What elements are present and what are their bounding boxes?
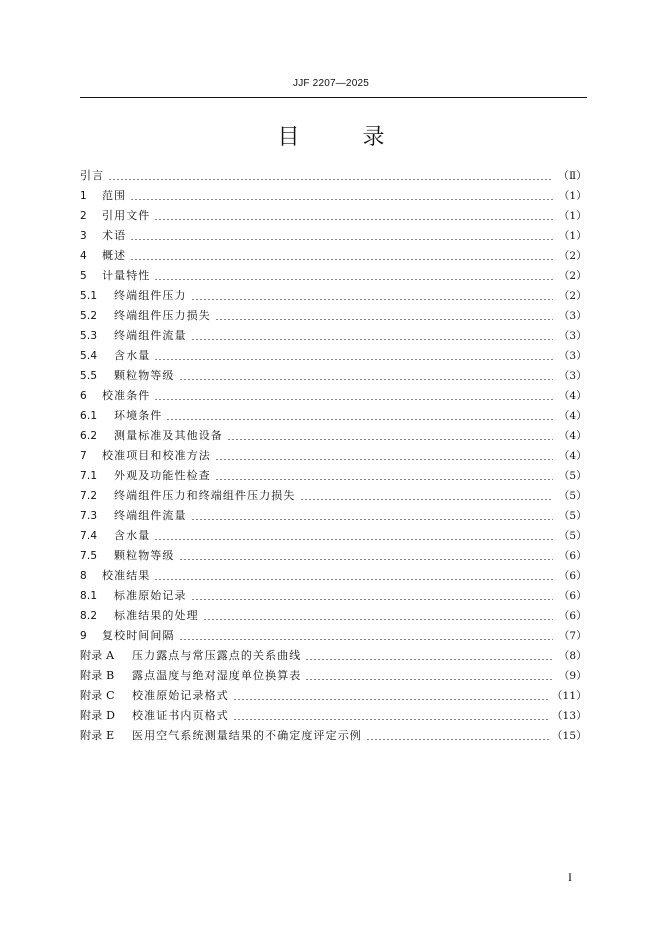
toc-entry-number: 7.5 — [80, 550, 98, 562]
toc-entry-label: 终端组件流量 — [114, 329, 187, 342]
toc-dot-leader — [130, 199, 553, 200]
toc-entry-number: 附录 B — [80, 669, 115, 682]
toc-entry-label: 引用文件 — [102, 209, 151, 222]
toc-entry[interactable] — [80, 206, 587, 226]
toc-entry-page: （3） — [558, 350, 587, 362]
toc-dot-leader — [305, 659, 553, 660]
toc-entry[interactable] — [80, 706, 587, 726]
toc-entry[interactable] — [80, 166, 587, 186]
toc-entry-number: 7.1 — [80, 470, 98, 482]
toc-entry-page: （3） — [558, 310, 587, 322]
toc-entry-page: （5） — [558, 510, 587, 522]
toc-entry-title — [80, 486, 298, 506]
toc-entry[interactable] — [80, 566, 587, 586]
toc-entry-label: 终端组件压力 — [114, 289, 187, 302]
toc-entry-page: （4） — [558, 430, 587, 442]
toc-entry-title — [80, 606, 201, 626]
toc-entry-label: 标准结果的处理 — [114, 609, 199, 622]
toc-entry-page: （3） — [558, 330, 587, 342]
document-code-header: JJF 2207—2025 — [293, 78, 369, 89]
toc-entry-label: 颗粒物等级 — [114, 549, 175, 562]
toc-entry-page: （4） — [558, 450, 587, 462]
toc-dot-leader — [300, 499, 554, 500]
toc-entry-title — [80, 326, 189, 346]
toc-entry-label: 终端组件流量 — [114, 509, 187, 522]
toc-entry-title — [80, 506, 189, 526]
toc-entry-title — [80, 466, 213, 486]
page-title — [0, 120, 662, 151]
toc-entry[interactable] — [80, 486, 587, 506]
toc-dot-leader — [130, 259, 553, 260]
toc-entry-label: 校准证书内页格式 — [132, 709, 229, 722]
toc-entry-number: 8.2 — [80, 610, 98, 622]
toc-entry-number: 5.2 — [80, 310, 98, 322]
toc-entry-title — [80, 546, 177, 566]
toc-entry-label: 外观及功能性检查 — [114, 469, 211, 482]
toc-entry-page: （4） — [558, 390, 587, 402]
toc-entry-label: 标准原始记录 — [114, 589, 187, 602]
toc-entry[interactable] — [80, 446, 587, 466]
toc-dot-leader — [154, 399, 553, 400]
toc-entry-page: （5） — [558, 490, 587, 502]
toc-entry-number: 1 — [80, 190, 87, 202]
toc-entry[interactable] — [80, 246, 587, 266]
toc-entry-page: （6） — [558, 570, 587, 582]
toc-dot-leader — [203, 619, 553, 620]
toc-dot-leader — [179, 379, 554, 380]
toc-entry-number: 6 — [80, 390, 87, 402]
toc-entry-title — [80, 266, 152, 286]
toc-entry-title — [80, 646, 303, 666]
toc-entry-page: （11） — [551, 690, 587, 702]
toc-entry-title — [80, 426, 225, 446]
toc-entry-label: 校准原始记录格式 — [132, 689, 229, 702]
toc-dot-leader — [305, 679, 553, 680]
toc-entry[interactable] — [80, 186, 587, 206]
toc-entry-title — [80, 706, 231, 726]
toc-entry-page: （5） — [558, 470, 587, 482]
toc-entry[interactable] — [80, 266, 587, 286]
toc-entry-title — [80, 226, 128, 246]
toc-dot-leader — [233, 719, 550, 720]
toc-dot-leader — [191, 599, 553, 600]
toc-entry-page: （1） — [558, 210, 587, 222]
toc-entry-title — [80, 586, 189, 606]
toc-entry-label: 概述 — [102, 249, 127, 262]
toc-entry[interactable] — [80, 666, 587, 686]
toc-entry-number: 7 — [80, 450, 87, 462]
toc-entry[interactable] — [80, 386, 587, 406]
toc-entry-page: （6） — [558, 610, 587, 622]
toc-entry-number: 5.5 — [80, 370, 98, 382]
toc-entry-number: 7.2 — [80, 490, 98, 502]
toc-entry-title — [80, 206, 152, 226]
toc-dot-leader — [154, 579, 553, 580]
toc-entry-number: 5.3 — [80, 330, 98, 342]
toc-entry-label: 校准条件 — [102, 389, 151, 402]
toc-entry-label: 测量标准及其他设备 — [114, 429, 223, 442]
toc-dot-leader — [191, 519, 553, 520]
toc-entry-label: 医用空气系统测量结果的不确定度评定示例 — [132, 729, 362, 742]
toc-entry-title — [80, 406, 164, 426]
toc-entry-page: （6） — [558, 550, 587, 562]
toc-entry-number: 7.4 — [80, 530, 98, 542]
toc-entry-label: 颗粒物等级 — [114, 369, 175, 382]
toc-entry-number: 5.4 — [80, 350, 98, 362]
toc-dot-leader — [154, 219, 553, 220]
toc-entry-title — [80, 526, 152, 546]
toc-entry[interactable] — [80, 326, 587, 346]
toc-entry-label: 含水量 — [114, 349, 151, 362]
toc-entry[interactable] — [80, 346, 587, 366]
toc-dot-leader — [154, 359, 553, 360]
toc-entry-number: 3 — [80, 230, 87, 242]
toc-entry[interactable] — [80, 646, 587, 666]
toc-entry-page: （1） — [558, 230, 587, 242]
toc-entry-page: （3） — [558, 370, 587, 382]
toc-entry-title — [80, 726, 364, 746]
toc-entry-number: 4 — [80, 250, 87, 262]
toc-entry-title — [80, 446, 213, 466]
toc-entry[interactable] — [80, 546, 587, 566]
toc-entry-number: 2 — [80, 210, 87, 222]
toc-entry-number: 附录 D — [80, 709, 116, 722]
toc-entry-label: 校准项目和校准方法 — [102, 449, 211, 462]
toc-entry[interactable] — [80, 606, 587, 626]
toc-entry-title — [80, 686, 231, 706]
toc-dot-leader — [179, 639, 553, 640]
toc-entry-page: （9） — [558, 670, 587, 682]
toc-entry-title — [80, 246, 128, 266]
toc-dot-leader — [154, 539, 553, 540]
toc-entry-page: （4） — [558, 410, 587, 422]
toc-entry-page: （2） — [558, 290, 587, 302]
toc-entry[interactable] — [80, 226, 587, 246]
toc-entry-page: （2） — [558, 250, 587, 262]
toc-entry[interactable] — [80, 426, 587, 446]
toc-entry-page: （1） — [558, 190, 587, 202]
toc-entry-page: （6） — [558, 590, 587, 602]
toc-entry-label: 校准结果 — [102, 569, 151, 582]
toc-entry-label: 露点温度与绝对湿度单位换算表 — [132, 669, 302, 682]
toc-entry-title — [80, 386, 152, 406]
toc-entry-title — [80, 186, 128, 206]
toc-dot-leader — [215, 459, 553, 460]
toc-entry-title — [80, 626, 177, 646]
page-number: I — [568, 870, 572, 884]
toc-entry-page: （5） — [558, 530, 587, 542]
toc-entry-number: 9 — [80, 630, 87, 642]
toc-entry-title — [80, 306, 213, 326]
toc-entry-number: 6.1 — [80, 410, 98, 422]
toc-entry-page: （7） — [558, 630, 587, 642]
toc-dot-leader — [179, 559, 554, 560]
toc-entry[interactable] — [80, 306, 587, 326]
toc-entry-page: （8） — [558, 650, 587, 662]
toc-entry-number: 附录 E — [80, 729, 115, 742]
toc-dot-leader — [215, 319, 553, 320]
toc-entry-label: 终端组件压力和终端组件压力损失 — [114, 489, 296, 502]
toc-dot-leader — [366, 739, 550, 740]
title-char-2: 录 — [362, 125, 385, 150]
toc-entry-number: 8.1 — [80, 590, 98, 602]
toc-dot-leader — [227, 439, 553, 440]
toc-entry-label: 复校时间间隔 — [102, 629, 175, 642]
toc-entry-page: （13） — [551, 710, 587, 722]
toc-entry-label: 含水量 — [114, 529, 151, 542]
toc-dot-leader — [108, 179, 553, 180]
toc-entry-title — [80, 366, 177, 386]
toc-entry-page: （15） — [551, 730, 587, 742]
toc-entry[interactable] — [80, 286, 587, 306]
toc-entry-number: 5 — [80, 270, 87, 282]
toc-dot-leader — [191, 339, 553, 340]
toc-entry-title — [80, 566, 152, 586]
toc-entry-number: 6.2 — [80, 430, 98, 442]
toc-entry[interactable] — [80, 406, 587, 426]
toc-entry-label: 终端组件压力损失 — [114, 309, 211, 322]
toc-entry-label: 计量特性 — [102, 269, 151, 282]
toc-entry[interactable] — [80, 366, 587, 386]
header-rule — [80, 97, 587, 98]
toc-entry[interactable] — [80, 726, 587, 746]
toc-dot-leader — [154, 279, 553, 280]
toc-entry-page: （2） — [558, 270, 587, 282]
toc-entry[interactable] — [80, 526, 587, 546]
toc-entry-title — [80, 286, 189, 306]
toc-entry[interactable] — [80, 466, 587, 486]
toc-entry[interactable] — [80, 586, 587, 606]
toc-entry-number: 附录 C — [80, 689, 115, 702]
toc-dot-leader — [191, 299, 553, 300]
toc-entry[interactable] — [80, 626, 587, 646]
toc-entry-page: （Ⅱ） — [558, 170, 587, 182]
toc-entry-title — [80, 666, 303, 686]
toc-entry-label: 术语 — [102, 229, 127, 242]
title-char-1: 目 — [277, 125, 300, 150]
toc-entry-label: 范围 — [102, 189, 127, 202]
toc-entry-title — [80, 166, 106, 186]
toc-entry-number: 5.1 — [80, 290, 98, 302]
toc-dot-leader — [233, 699, 550, 700]
toc-entry-title — [80, 346, 152, 366]
toc-dot-leader — [166, 419, 553, 420]
toc-dot-leader — [215, 479, 553, 480]
toc-entry-label: 压力露点与常压露点的关系曲线 — [132, 649, 302, 662]
toc-entry-label: 引言 — [80, 169, 105, 182]
table-of-contents — [80, 166, 587, 746]
toc-entry-number: 7.3 — [80, 510, 98, 522]
toc-entry[interactable] — [80, 506, 587, 526]
toc-entry-label: 环境条件 — [114, 409, 163, 422]
toc-entry-number: 附录 A — [80, 649, 115, 662]
toc-dot-leader — [130, 239, 553, 240]
toc-entry-number: 8 — [80, 570, 87, 582]
toc-entry[interactable] — [80, 686, 587, 706]
